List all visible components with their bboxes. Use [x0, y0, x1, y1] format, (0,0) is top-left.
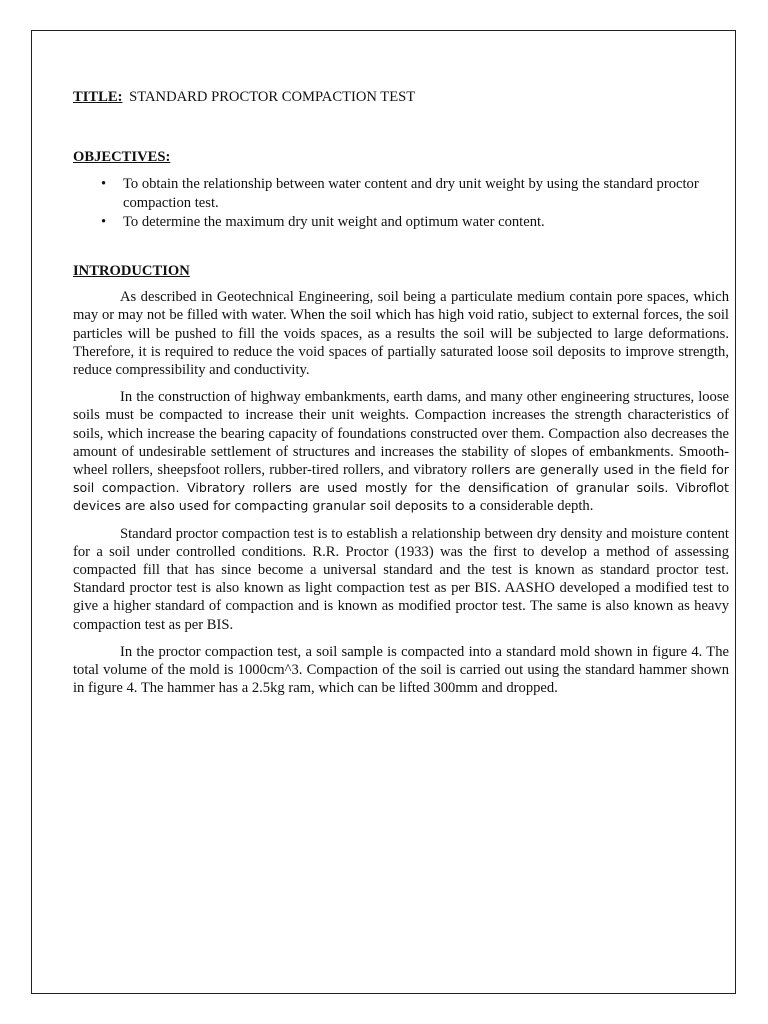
bullet-icon: •	[101, 176, 107, 193]
intro-paragraph-1: As described in Geotechnical Engineering, soil being a particulate medium contain pore spaces, which may or may not be filled with water. When the soil which has high void ratio, subject to external forces, the soil particles will be pushed to fill the voids spaces, as a results the soil will be subjected to large deformations. Therefore, it is required to reduce the void spaces of partially saturated loose soil deposits to improve strength, reduce compressibility and conductivity.	[73, 289, 729, 379]
objective-text: To determine the maximum dry unit weight and optimum water content.	[123, 213, 545, 230]
objectives-list	[73, 175, 729, 231]
intro-paragraph-4: In the proctor compaction test, a soil sample is compacted into a standard mold shown in figure 4. The total volume of the mold is 1000cm^3. Compaction of the soil is carried out using the standard hammer shown in figure 4. The hammer has a 2.5kg ram, which can be lifted 300mm and dropped.	[73, 643, 729, 697]
objective-item	[73, 213, 729, 231]
objectives-heading: OBJECTIVES:	[73, 149, 171, 166]
intro-paragraph-2	[73, 388, 729, 515]
title-label: TITLE:	[73, 89, 123, 105]
paragraph-2-alt-font-text: rollers are generally used in the field for soil compaction. Vibratory rollers are used mostly for the densification of granular soils. Vibroflot devices are also used for compacting granular soil deposits to a	[73, 462, 729, 514]
intro-paragraph-3: Standard proctor compaction test is to establish a relationship between dry density and moisture content for a soil under controlled conditions. R.R. Proctor (1933) was the first to develop a method of assessing compacted fill that has since become a universal standard and the test is known as standard proctor test. Standard proctor test is also known as light compaction test as per BIS. AASHO developed a modified test to give a higher standard of compaction and is known as modified proctor test. The same is also known as heavy compaction test as per BIS.	[73, 525, 729, 633]
objective-item	[73, 175, 729, 211]
objective-text: To obtain the relationship between water content and dry unit weight by using the standard proctor compaction test.	[123, 176, 699, 211]
bullet-icon: •	[101, 213, 107, 230]
title-text: STANDARD PROCTOR COMPACTION TEST	[129, 89, 416, 105]
document-body	[73, 88, 729, 706]
introduction-heading: INTRODUCTION	[73, 263, 190, 280]
paragraph-2-end-text: considerable depth.	[476, 498, 594, 515]
paragraph-2-text: In the construction of highway embankments, earth dams, and many other engineering structures, loose soils must be compacted to increase their unit weights. Compaction increases the strength characteristics of soils, which increase the bearing capacity of foundations constructed over them. Compaction also decreases the amount of undesirable settlement of structures and increases the stability of slopes of embankments. Smooth- wheel rollers, sheepsfoot rollers, rubber-tired rollers, and vibratory	[73, 389, 729, 479]
document-title	[73, 88, 729, 106]
